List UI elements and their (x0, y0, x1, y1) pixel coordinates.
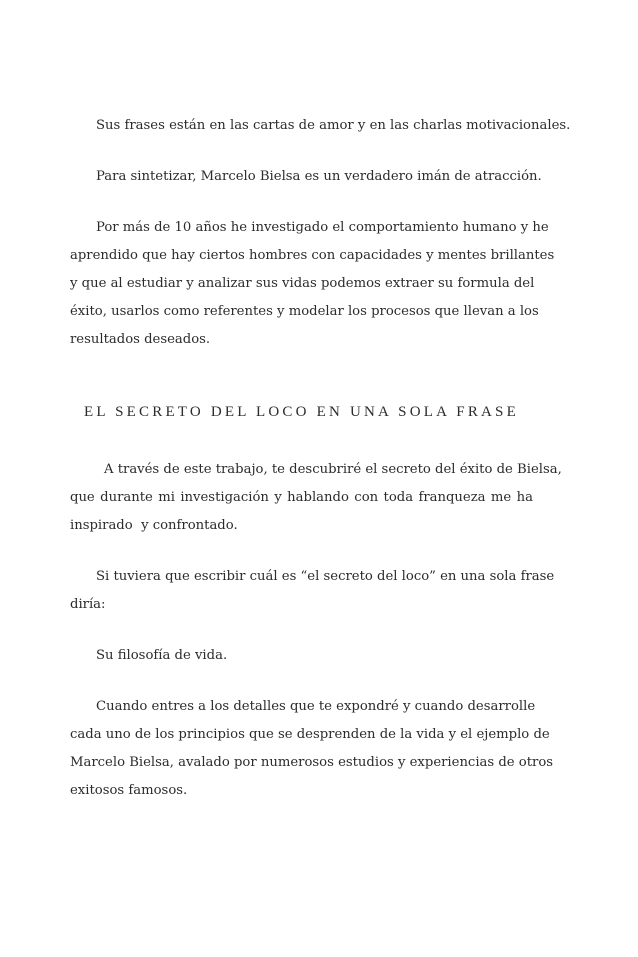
paragraph-line: Por más de 10 años he investigado el comportamiento humano y he (96, 220, 549, 235)
paragraph-line: aprendido que hay ciertos hombres con capacidades y mentes brillantes (70, 248, 555, 263)
paragraph-line: Si tuviera que escribir cuál es “el secreto del loco” en una sola frase (96, 569, 555, 584)
paragraph-line: éxito, usarlos como referentes y modelar los procesos que llevan a los (70, 304, 539, 319)
paragraph-line: que durante mi investigación y hablando con toda franqueza me ha (70, 490, 533, 505)
paragraph-line: Marcelo Bielsa, avalado por numerosos estudios y experiencias de otros (70, 755, 554, 770)
paragraph-line: diría: (70, 597, 106, 612)
section-heading: EL SECRETO DEL LOCO EN UNA SOLA FRASE (84, 404, 519, 420)
paragraph-line: Cuando entres a los detalles que te expondré y cuando desarrolle (96, 699, 536, 714)
paragraph-line: exitosos famosos. (70, 783, 188, 798)
paragraph-line: Su filosofía de vida. (96, 648, 228, 663)
paragraph-line: Sus frases están en las cartas de amor y en las charlas motivacionales. (96, 118, 571, 133)
paragraph-line: A través de este trabajo, te descubriré el secreto del éxito de Bielsa, (104, 462, 562, 477)
paragraph-line: y que al estudiar y analizar sus vidas podemos extraer su formula del (70, 276, 535, 291)
paragraph-line: cada uno de los principios que se desprenden de la vida y el ejemplo de (70, 727, 550, 742)
paragraph-line: inspirado y confrontado. (70, 518, 238, 533)
paragraph-line: Para sintetizar, Marcelo Bielsa es un verdadero imán de atracción. (96, 169, 542, 184)
paragraph-line: resultados deseados. (70, 332, 211, 347)
